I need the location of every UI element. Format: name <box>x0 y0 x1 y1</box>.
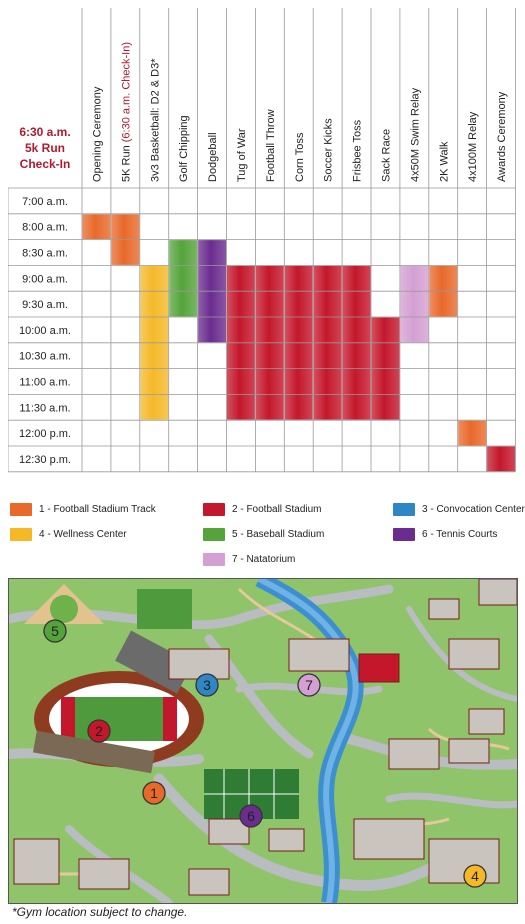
time-label: 10:30 a.m. <box>19 350 71 363</box>
header-note-line: 5k Run <box>24 141 66 155</box>
header-note-line: Check-In <box>19 157 71 171</box>
legend-swatch <box>10 528 32 541</box>
svg-text:6: 6 <box>247 808 255 824</box>
time-label: 8:00 a.m. <box>22 221 68 234</box>
location-legend <box>0 495 525 575</box>
svg-text:1: 1 <box>150 785 158 801</box>
event-header-label: Golf Chipping <box>178 115 191 182</box>
marker-5 <box>44 620 66 642</box>
svg-text:7: 7 <box>305 677 313 693</box>
legend-label: 4 - Wellness Center <box>39 529 127 540</box>
legend-swatch <box>203 553 225 566</box>
legend-swatch <box>203 528 225 541</box>
event-header-label: 4x50M Swim Relay <box>409 87 422 182</box>
event-header-label: Sack Race <box>380 128 393 182</box>
practice-field <box>137 589 192 629</box>
event-header-label: Dodgeball <box>207 132 220 182</box>
time-label: 12:30 p.m. <box>19 453 71 466</box>
legend-label: 7 - Natatorium <box>232 554 296 565</box>
time-label: 7:00 a.m. <box>22 195 68 208</box>
svg-text:4: 4 <box>471 868 479 884</box>
time-label: 9:00 a.m. <box>22 273 68 286</box>
endzone-left <box>61 697 75 741</box>
event-block-football_stadium_track <box>83 214 111 239</box>
legend-label: 1 - Football Stadium Track <box>39 504 156 515</box>
event-header-label: Tug of War <box>235 128 248 182</box>
event-header-label: Soccer Kicks <box>322 118 335 182</box>
time-label: 8:30 a.m. <box>22 247 68 260</box>
legend-label: 5 - Baseball Stadium <box>232 529 325 540</box>
schedule-svg <box>8 8 516 476</box>
svg-text:3: 3 <box>203 677 211 693</box>
legend-label: 3 - Convocation Center <box>422 504 525 515</box>
legend-swatch <box>10 503 32 516</box>
marker-7 <box>298 674 320 696</box>
marker-1 <box>143 782 165 804</box>
legend-item-5 <box>203 528 324 541</box>
legend-item-3 <box>393 503 525 516</box>
time-label: 12:00 p.m. <box>19 428 71 441</box>
event-header-label: 5K Run (6:30 a.m. Check-In) <box>120 41 133 182</box>
legend-swatch <box>393 503 415 516</box>
event-header-label: 2K Walk <box>438 141 451 182</box>
marker-6 <box>240 805 262 827</box>
legend-item-4 <box>10 528 127 541</box>
marker-2 <box>88 720 110 742</box>
legend-item-1 <box>10 503 156 516</box>
event-block-natatorium <box>400 266 428 342</box>
event-header-label: Football Throw <box>264 109 277 182</box>
time-label: 9:30 a.m. <box>22 299 68 312</box>
baseball-grass <box>50 595 78 623</box>
campus-map <box>8 578 518 904</box>
event-block-football_stadium_track <box>458 421 486 446</box>
legend-item-6 <box>393 528 497 541</box>
campus-map-svg <box>9 579 517 903</box>
footnote: *Gym location subject to change. <box>12 905 188 919</box>
legend-item-7 <box>203 553 295 566</box>
time-label: 10:00 a.m. <box>19 324 71 337</box>
legend-label: 2 - Football Stadium <box>232 504 322 515</box>
time-label: 11:30 a.m. <box>19 402 71 415</box>
legend-swatch <box>203 503 225 516</box>
marker-4 <box>464 865 486 887</box>
legend-label: 6 - Tennis Courts <box>422 529 498 540</box>
svg-text:2: 2 <box>95 723 103 739</box>
event-header-label: Awards Ceremony <box>496 91 509 182</box>
event-header-label: Corn Toss <box>293 132 306 182</box>
legend-item-2 <box>203 503 322 516</box>
event-block-football_stadium <box>487 447 515 472</box>
time-label: 11:00 a.m. <box>19 376 71 389</box>
marker-3 <box>196 674 218 696</box>
event-block-baseball_stadium <box>169 240 197 316</box>
football-field <box>61 697 177 741</box>
event-header-label: 4x100M Relay <box>467 111 480 182</box>
schedule-grid <box>8 8 516 481</box>
event-header-label: Opening Ceremony <box>91 86 104 182</box>
event-header-label: 3v3 Basketball: D2 & D3* <box>149 58 162 182</box>
legend-swatch <box>393 528 415 541</box>
svg-text:5: 5 <box>51 623 59 639</box>
endzone-right <box>163 697 177 741</box>
header-note-line: 6:30 a.m. <box>19 125 71 139</box>
event-header-label: Frisbee Toss <box>351 119 364 182</box>
